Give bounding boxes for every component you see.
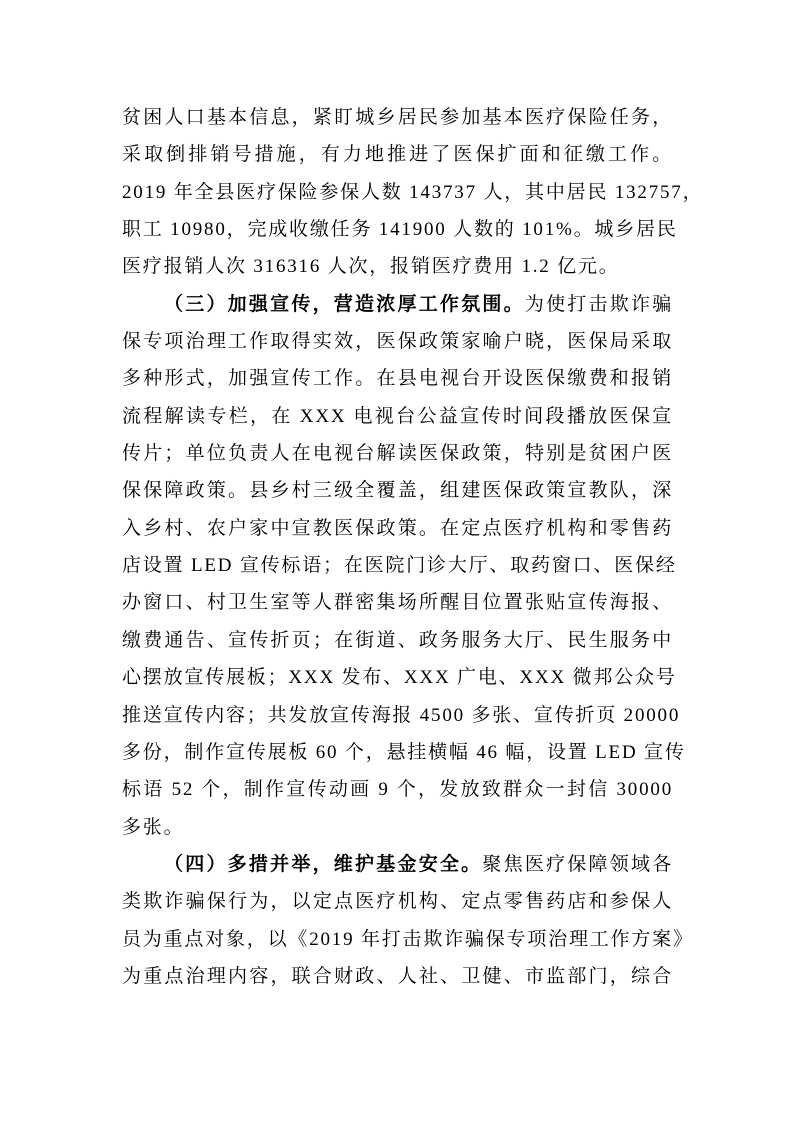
text-line: 心摆放宣传展板；XXX 发布、XXX 广电、XXX 微邦公众号 (122, 667, 677, 689)
text-line: 办窗口、村卫生室等人群密集场所醒目位置张贴宣传海报、 (122, 592, 673, 614)
text-line: 多份，制作宣传展板 60 个，悬挂横幅 46 幅，设置 LED 宣传 (122, 741, 686, 763)
text-line: 职工 10980，完成收缴任务 141900 人数的 101%。城乡居民 (122, 219, 678, 241)
paragraph-enrollment (122, 99, 704, 286)
text-line (122, 286, 673, 323)
text-line: 类欺诈骗保行为，以定点医疗机构、定点零售药店和参保人 (122, 891, 673, 913)
text-line: 入乡村、农户家中宣教医保政策。在定点医疗机构和零售药 (122, 517, 673, 539)
paragraph-publicity (122, 286, 686, 846)
text-line: 缴费通告、宣传折页；在街道、政务服务大厅、民生服务中 (122, 629, 673, 651)
section-heading: （三）加强宣传，营造浓厚工作氛围。 (164, 293, 525, 315)
text-run: 为使打击欺诈骗 (524, 293, 673, 315)
text-line: 采取倒排销号措施，有力地推进了医保扩面和征缴工作。 (122, 144, 673, 166)
text-line: 为重点治理内容，联合财政、人社、卫健、市监部门，综合 (122, 965, 673, 987)
text-line: 标语 52 个，制作宣传动画 9 个，发放致群众一封信 30000 (122, 779, 673, 801)
text-line: 传片；单位负责人在电视台解读医保政策，特别是贫困户医 (122, 443, 673, 465)
section-heading: （四）多措并举，维护基金安全。 (164, 853, 483, 875)
text-line: 医疗报销人次 316316 人次，报销医疗费用 1.2 亿元。 (122, 256, 620, 278)
text-run: 聚焦医疗保障领域各 (482, 853, 673, 875)
text-line: 保专项治理工作取得实效，医保政策家喻户晓，医保局采取 (122, 331, 673, 353)
text-line (122, 846, 673, 883)
text-line: 员为重点对象，以《2019 年打击欺诈骗保专项治理工作方案》 (122, 928, 694, 950)
text-line: 店设置 LED 宣传标语；在医院门诊大厅、取药窗口、医保经 (122, 555, 677, 577)
paragraph-fund-safety (122, 846, 694, 995)
text-line: 2019 年全县医疗保险参保人数 143737 人，其中居民 132757， (122, 181, 704, 203)
body-text (122, 99, 704, 995)
text-line: 贫困人口基本信息，紧盯城乡居民参加基本医疗保险任务， (122, 107, 673, 128)
text-line: 多张。 (122, 816, 185, 838)
text-line: 流程解读专栏，在 XXX 电视台公益宣传时间段播放医保宣 (122, 405, 673, 427)
text-line: 多种形式，加强宣传工作。在县电视台开设医保缴费和报销 (122, 368, 673, 390)
text-line: 保保障政策。县乡村三级全覆盖，组建医保政策宣教队，深 (122, 480, 673, 502)
text-line: 推送宣传内容；共发放宣传海报 4500 多张、宣传折页 20000 (122, 704, 681, 726)
